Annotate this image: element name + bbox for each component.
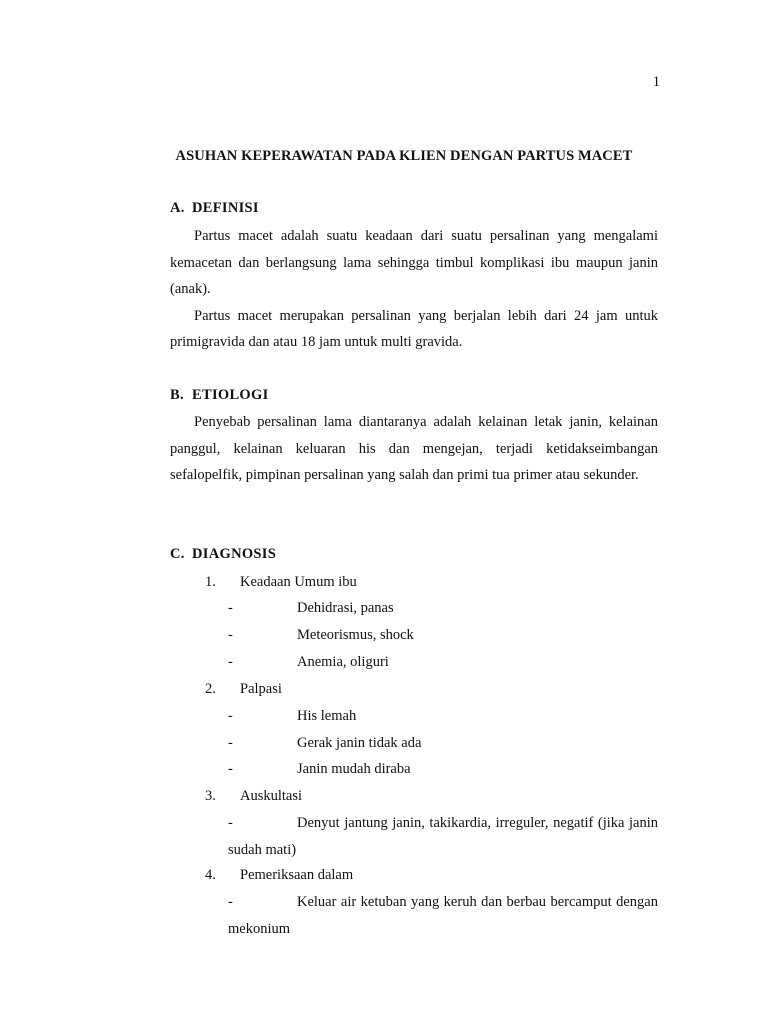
dash: - [228,735,233,751]
sub-item [228,649,658,676]
sub-item [228,622,658,649]
sub-item-text: Gerak janin tidak ada [297,735,422,751]
list-item-pemeriksaan-dalam [205,867,353,884]
etiologi-text [170,409,658,489]
sub-item [228,595,658,622]
sub-item-text: Janin mudah diraba [297,761,411,777]
sub-item [228,756,658,783]
list-number: 1. [205,574,216,590]
dash: - [228,761,233,777]
list-item-palpasi [205,681,282,698]
section-letter: B. [170,387,184,403]
sub-item [228,730,658,757]
section-heading-definisi [170,200,259,217]
list-number: 3. [205,788,216,804]
list-label: Keadaan Umum ibu [240,574,357,590]
sub-item-text: Keluar air ketuban yang keruh dan berbau bercamput dengan mekonium [228,894,658,937]
sub-item-text: Dehidrasi, panas [297,600,394,616]
list-item-keadaan-umum [205,574,357,591]
paragraph: Partus macet adalah suatu keadaan dari suatu persalinan yang mengalami kemacetan dan berlangsung lama sehingga timbul komplikasi ibu maupun janin (anak). [170,228,658,297]
sub-item [228,889,658,942]
section-heading-diagnosis [170,546,276,563]
page-number: 1 [652,74,660,90]
document-title: ASUHAN KEPERAWATAN PADA KLIEN DENGAN PARTUS MACET [175,148,633,164]
list-number: 2. [205,681,216,697]
sub-item [228,810,658,863]
sub-item-text: Denyut jantung janin, takikardia, irreguler, negatif (jika janin sudah mati) [228,815,658,858]
sub-item-text: Meteorismus, shock [297,627,414,643]
section-letter: A. [170,200,185,216]
section-heading-etiologi [170,387,269,404]
definisi-text [170,223,658,356]
sub-item-text: His lemah [297,708,357,724]
dash: - [228,600,233,616]
paragraph: Partus macet merupakan persalinan yang berjalan lebih dari 24 jam untuk primigravida dan atau 18 jam untuk multi gravida. [170,307,658,350]
list-label: Auskultasi [240,788,303,804]
dash: - [228,627,233,643]
section-title: DEFINISI [192,200,259,216]
dash: - [228,708,233,724]
list-item-auskultasi [205,788,302,805]
section-title: ETIOLOGI [192,387,269,403]
list-label: Palpasi [240,681,282,697]
dash: - [228,894,233,910]
section-title: DIAGNOSIS [192,546,277,562]
paragraph: Penyebab persalinan lama diantaranya adalah kelainan letak janin, kelainan panggul, kelainan keluaran his dan mengejan, terjadi ketidakseimbangan sefalopelfik, pimpinan persalinan yang salah dan primi tua primer atau sekunder. [170,414,658,483]
dash: - [228,815,233,831]
section-letter: C. [170,546,185,562]
list-number: 4. [205,867,216,883]
sub-item-text: Anemia, oliguri [297,654,389,670]
list-label: Pemeriksaan dalam [240,867,354,883]
dash: - [228,654,233,670]
sub-item [228,703,658,730]
